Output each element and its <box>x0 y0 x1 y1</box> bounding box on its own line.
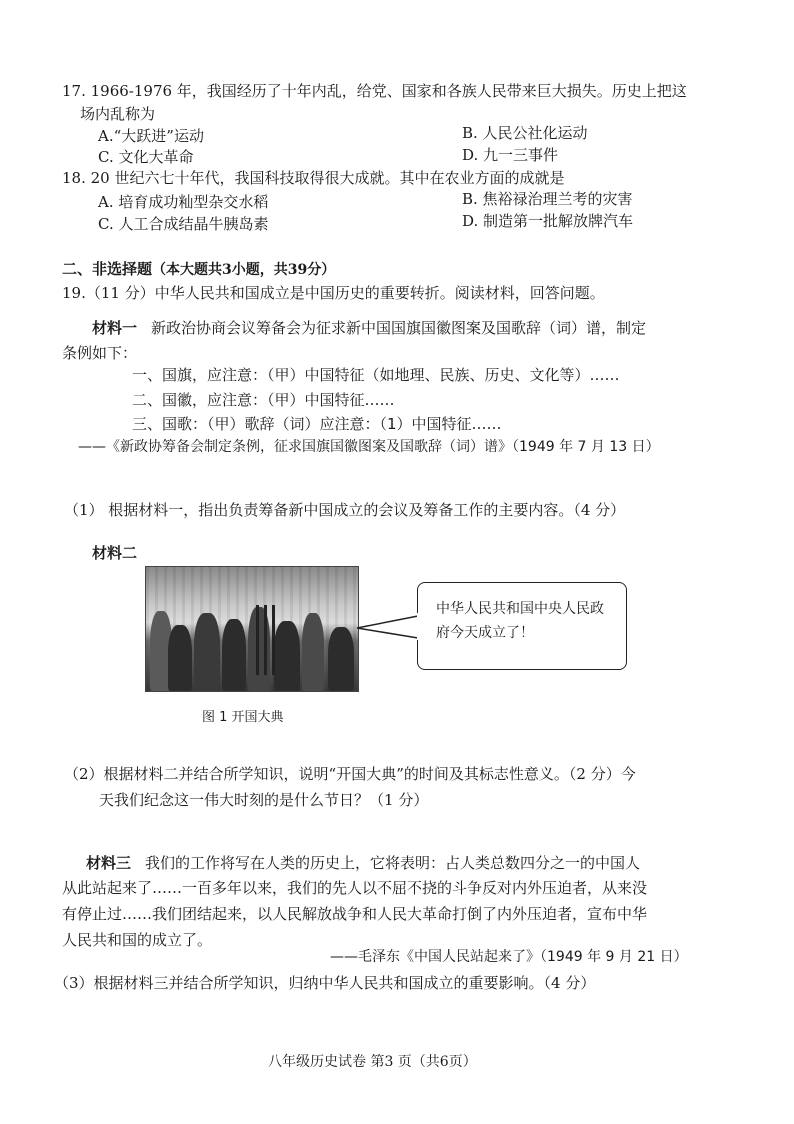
section-title: 二、非选择题 <box>62 260 153 278</box>
material-3-label: 材料三 <box>86 854 132 872</box>
material-1-text: 新政治协商会议筹备会为征求新中国国旗国徽图案及国歌辞（词）谱，制定 <box>151 319 647 337</box>
material-3-source: ——毛泽东《中国人民站起来了》（1949 年 9 月 21 日） <box>330 949 688 965</box>
q18-option-b: B. 焦裕禄治理兰考的灾害 <box>462 190 633 208</box>
q18-option-c: C. 人工合成结晶牛胰岛素 <box>98 215 269 233</box>
q17-stem-line1: 17. 1966-1976 年，我国经历了十年内乱，给党、国家和各族人民带来巨大损失。历史上把这 <box>62 82 687 100</box>
q19-sub1: （1） 根据材料一，指出负责筹备新中国成立的会议及筹备工作的主要内容。（4 分） <box>64 501 626 519</box>
section-heading <box>62 258 335 279</box>
material-3-line4: 人民共和国的成立了。 <box>62 931 213 949</box>
q19-sub3: （3）根据材料三并结合所学知识，归纳中华人民共和国成立的重要影响。（4 分） <box>54 974 596 992</box>
q18-option-a: A. 培育成功籼型杂交水稻 <box>98 193 269 211</box>
q18-stem: 18. 20 世纪六七十年代，我国科技取得很大成就。其中在农业方面的成就是 <box>62 169 565 187</box>
material-1-label: 材料一 <box>92 319 138 337</box>
page-footer: 八年级历史试卷 第3 页（共6页） <box>268 1054 477 1070</box>
q17-option-a: A.“大跃进”运动 <box>98 127 204 145</box>
speech-bubble-text: 中华人民共和国中央人民政府今天成立了！ <box>436 601 604 641</box>
q18-option-d: D. 制造第一批解放牌汽车 <box>462 212 634 230</box>
material-1-line1 <box>92 317 646 338</box>
founding-ceremony-photo <box>145 566 359 692</box>
q17-stem-line2: 场内乱称为 <box>80 105 156 123</box>
speech-bubble <box>417 582 627 670</box>
material-1-item-emblem: 二、国徽，应注意：（甲）中国特征…… <box>132 391 395 409</box>
bubble-tail-joint <box>417 613 420 640</box>
material-1-source: ——《新政协筹备会制定条例，征求国旗国徽图案及国歌辞（词）谱》（1949 年 7 月 13 日） <box>78 439 660 455</box>
material-2-label: 材料二 <box>92 544 138 562</box>
q19-intro: 19.（11 分）中华人民共和国成立是中国历史的重要转折。阅读材料，回答问题。 <box>62 284 605 302</box>
speech-bubble-tail <box>355 612 419 642</box>
material-1-line2: 条例如下： <box>62 344 138 362</box>
material-3-line3: 有停止过……我们团结起来，以人民解放战争和人民大革命打倒了内外压迫者，宣布中华 <box>62 905 648 923</box>
figure-caption: 图 1 开国大典 <box>202 710 284 725</box>
q17-option-c: C. 文化大革命 <box>98 148 194 166</box>
section-note: （本大题共3小题，共39分） <box>152 262 336 278</box>
material-3-line2: 从此站起来了……一百多年以来，我们的先人以不屈不挠的斗争反对内外压迫者，从来没 <box>62 879 648 897</box>
q17-option-b: B. 人民公社化运动 <box>462 124 588 142</box>
q19-sub2-line2: 天我们纪念这一伟大时刻的是什么节日？（1 分） <box>99 791 429 809</box>
q19-sub2-line1: （2）根据材料二并结合所学知识，说明“开国大典”的时间及其标志性意义。（2 分）今 <box>64 765 636 783</box>
material-3-text: 我们的工作将写在人类的历史上，它将表明：占人类总数四分之一的中国人 <box>145 854 641 872</box>
q17-option-d: D. 九一三事件 <box>462 146 559 164</box>
material-1-item-flag: 一、国旗，应注意：（甲）中国特征（如地理、民族、历史、文化等）…… <box>132 366 620 384</box>
material-1-item-anthem: 三、国歌：（甲）歌辞（词）应注意：（1）中国特征…… <box>132 415 502 433</box>
material-3-line1 <box>86 852 640 873</box>
